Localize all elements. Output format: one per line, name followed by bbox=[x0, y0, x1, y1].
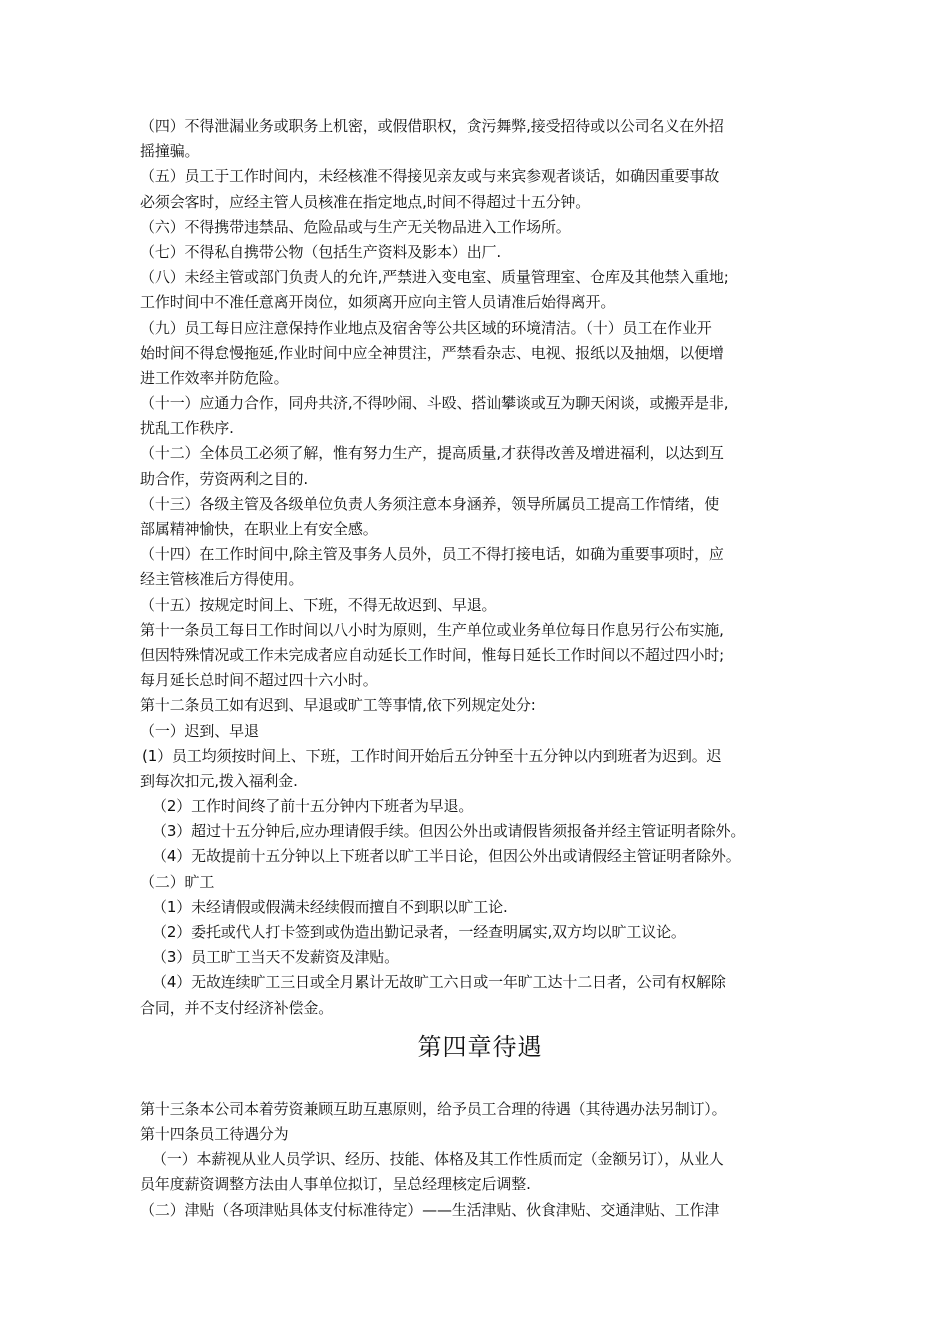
text-line: 摇撞骗。 bbox=[140, 142, 200, 161]
chapter-heading: 第四章待遇 bbox=[417, 1032, 543, 1061]
text-line: （十一）应通力合作，同舟共济,不得吵闹、斗殴、搭讪攀谈或互为聊天闲谈，或搬弄是非, bbox=[140, 394, 729, 413]
text-line: （3）员工旷工当天不发薪资及津贴。 bbox=[152, 948, 399, 967]
text-line: 经主管核准后方得使用。 bbox=[140, 570, 304, 589]
text-line: （二）津贴（各项津贴具体支付标准待定）——生活津贴、伙食津贴、交通津贴、工作津 bbox=[140, 1200, 720, 1219]
text-line: （四）不得泄漏业务或职务上机密，或假借职权，贪污舞弊,接受招待或以公司名义在外招 bbox=[140, 117, 724, 135]
text-line: 第十二条员工如有迟到、早退或旷工等事情,依下列规定处分: bbox=[140, 696, 536, 715]
text-line: （十三）各级主管及各级单位负责人务须注意本身涵养，领导所属员工提高工作情绪，使 bbox=[140, 494, 720, 513]
text-line: （八）未经主管或部门负责人的允许,严禁进入变电室、质量管理室、仓库及其他禁入重地; bbox=[140, 268, 729, 287]
text-line: (1）员工均须按时间上、下班，工作时间开始后五分钟至十五分钟以内到班者为迟到。迟 bbox=[142, 746, 722, 765]
text-line: （一）迟到、早退 bbox=[140, 721, 259, 740]
text-line: 第十一条员工每日工作时间以八小时为原则，生产单位或业务单位每日作息另行公布实施, bbox=[140, 620, 724, 639]
text-line: 助合作，劳资两利之目的. bbox=[140, 469, 308, 488]
text-line: （4）无故提前十五分钟以上下班者以旷工半日论，但因公外出或请假经主管证明者除外。 bbox=[152, 847, 741, 866]
text-line: （二）旷工 bbox=[140, 872, 215, 891]
text-line: （六）不得携带违禁品、危险品或与生产无关物品进入工作场所。 bbox=[140, 217, 571, 236]
text-line: 扰乱工作秩序. bbox=[140, 419, 234, 438]
text-line: 始时间不得怠慢拖延,作业时间中应全神贯注，严禁看杂志、电视、报纸以及抽烟，以便增 bbox=[140, 343, 724, 362]
text-line: 工作时间中不准任意离开岗位，如须离开应向主管人员请准后始得离开。 bbox=[140, 293, 616, 312]
text-line: （十二）全体员工必须了解，惟有努力生产，提高质量,才获得改善及增进福利，以达到互 bbox=[140, 444, 724, 463]
rules-section bbox=[140, 114, 820, 1021]
text-line: （3）超过十五分钟后,应办理请假手续。但因公外出或请假皆须报备并经主管证明者除外。 bbox=[152, 822, 746, 841]
text-line: 每月延长总时间不超过四十六小时。 bbox=[140, 671, 378, 690]
text-line: （七）不得私自携带公物（包括生产资料及影本）出厂. bbox=[140, 242, 502, 261]
text-line: （2）工作时间终了前十五分钟内下班者为早退。 bbox=[152, 797, 474, 816]
document-body bbox=[140, 114, 820, 1223]
text-line: （1）未经请假或假满未经续假而擅自不到职以旷工论. bbox=[152, 897, 508, 916]
text-line: 进工作效率并防危险。 bbox=[140, 368, 289, 387]
text-line: 合同，并不支付经济补偿金。 bbox=[140, 998, 334, 1017]
text-line: （九）员工每日应注意保持作业地点及宿舍等公共区域的环境清洁。（十）员工在作业开 bbox=[140, 318, 712, 337]
text-line: 但因特殊情况或工作未完成者应自动延长工作时间，惟每日延长工作时间以不超过四小时; bbox=[140, 645, 725, 664]
salary-section bbox=[140, 1097, 820, 1223]
text-line: 部属精神愉快，在职业上有安全感。 bbox=[140, 520, 378, 538]
text-line: （五）员工于工作时间内，未经核准不得接见亲友或与来宾参观者谈话，如确因重要事故 bbox=[140, 167, 720, 186]
text-line: 到每次扣元,拨入福利金. bbox=[140, 771, 298, 790]
text-line: 第十四条员工待遇分为 bbox=[140, 1124, 289, 1143]
text-line: 第十三条本公司本着劳资兼顾互助互惠原则，给予员工合理的待遇（其待遇办法另制订）。 bbox=[140, 1099, 727, 1118]
text-line: （十五）按规定时间上、下班，不得无故迟到、早退。 bbox=[140, 595, 497, 614]
text-line: （十四）在工作时间中,除主管及事务人员外，员工不得打接电话，如确为重要事项时，应 bbox=[140, 545, 724, 564]
text-line: 必须会客时，应经主管人员核准在指定地点,时间不得超过十五分钟。 bbox=[140, 192, 591, 211]
text-line: （4）无故连续旷工三日或全月累计无故旷工六日或一年旷工达十二日者，公司有权解除 bbox=[152, 973, 726, 992]
text-line: 员年度薪资调整方法由人事单位拟订，呈总经理核定后调整. bbox=[140, 1175, 531, 1194]
text-line: （一）本薪视从业人员学识、经历、技能、体格及其工作性质而定（金额另订），从业人 bbox=[152, 1150, 724, 1169]
text-line: （2）委托或代人打卡签到或伪造出勤记录者，一经查明属实,双方均以旷工议论。 bbox=[152, 923, 686, 941]
